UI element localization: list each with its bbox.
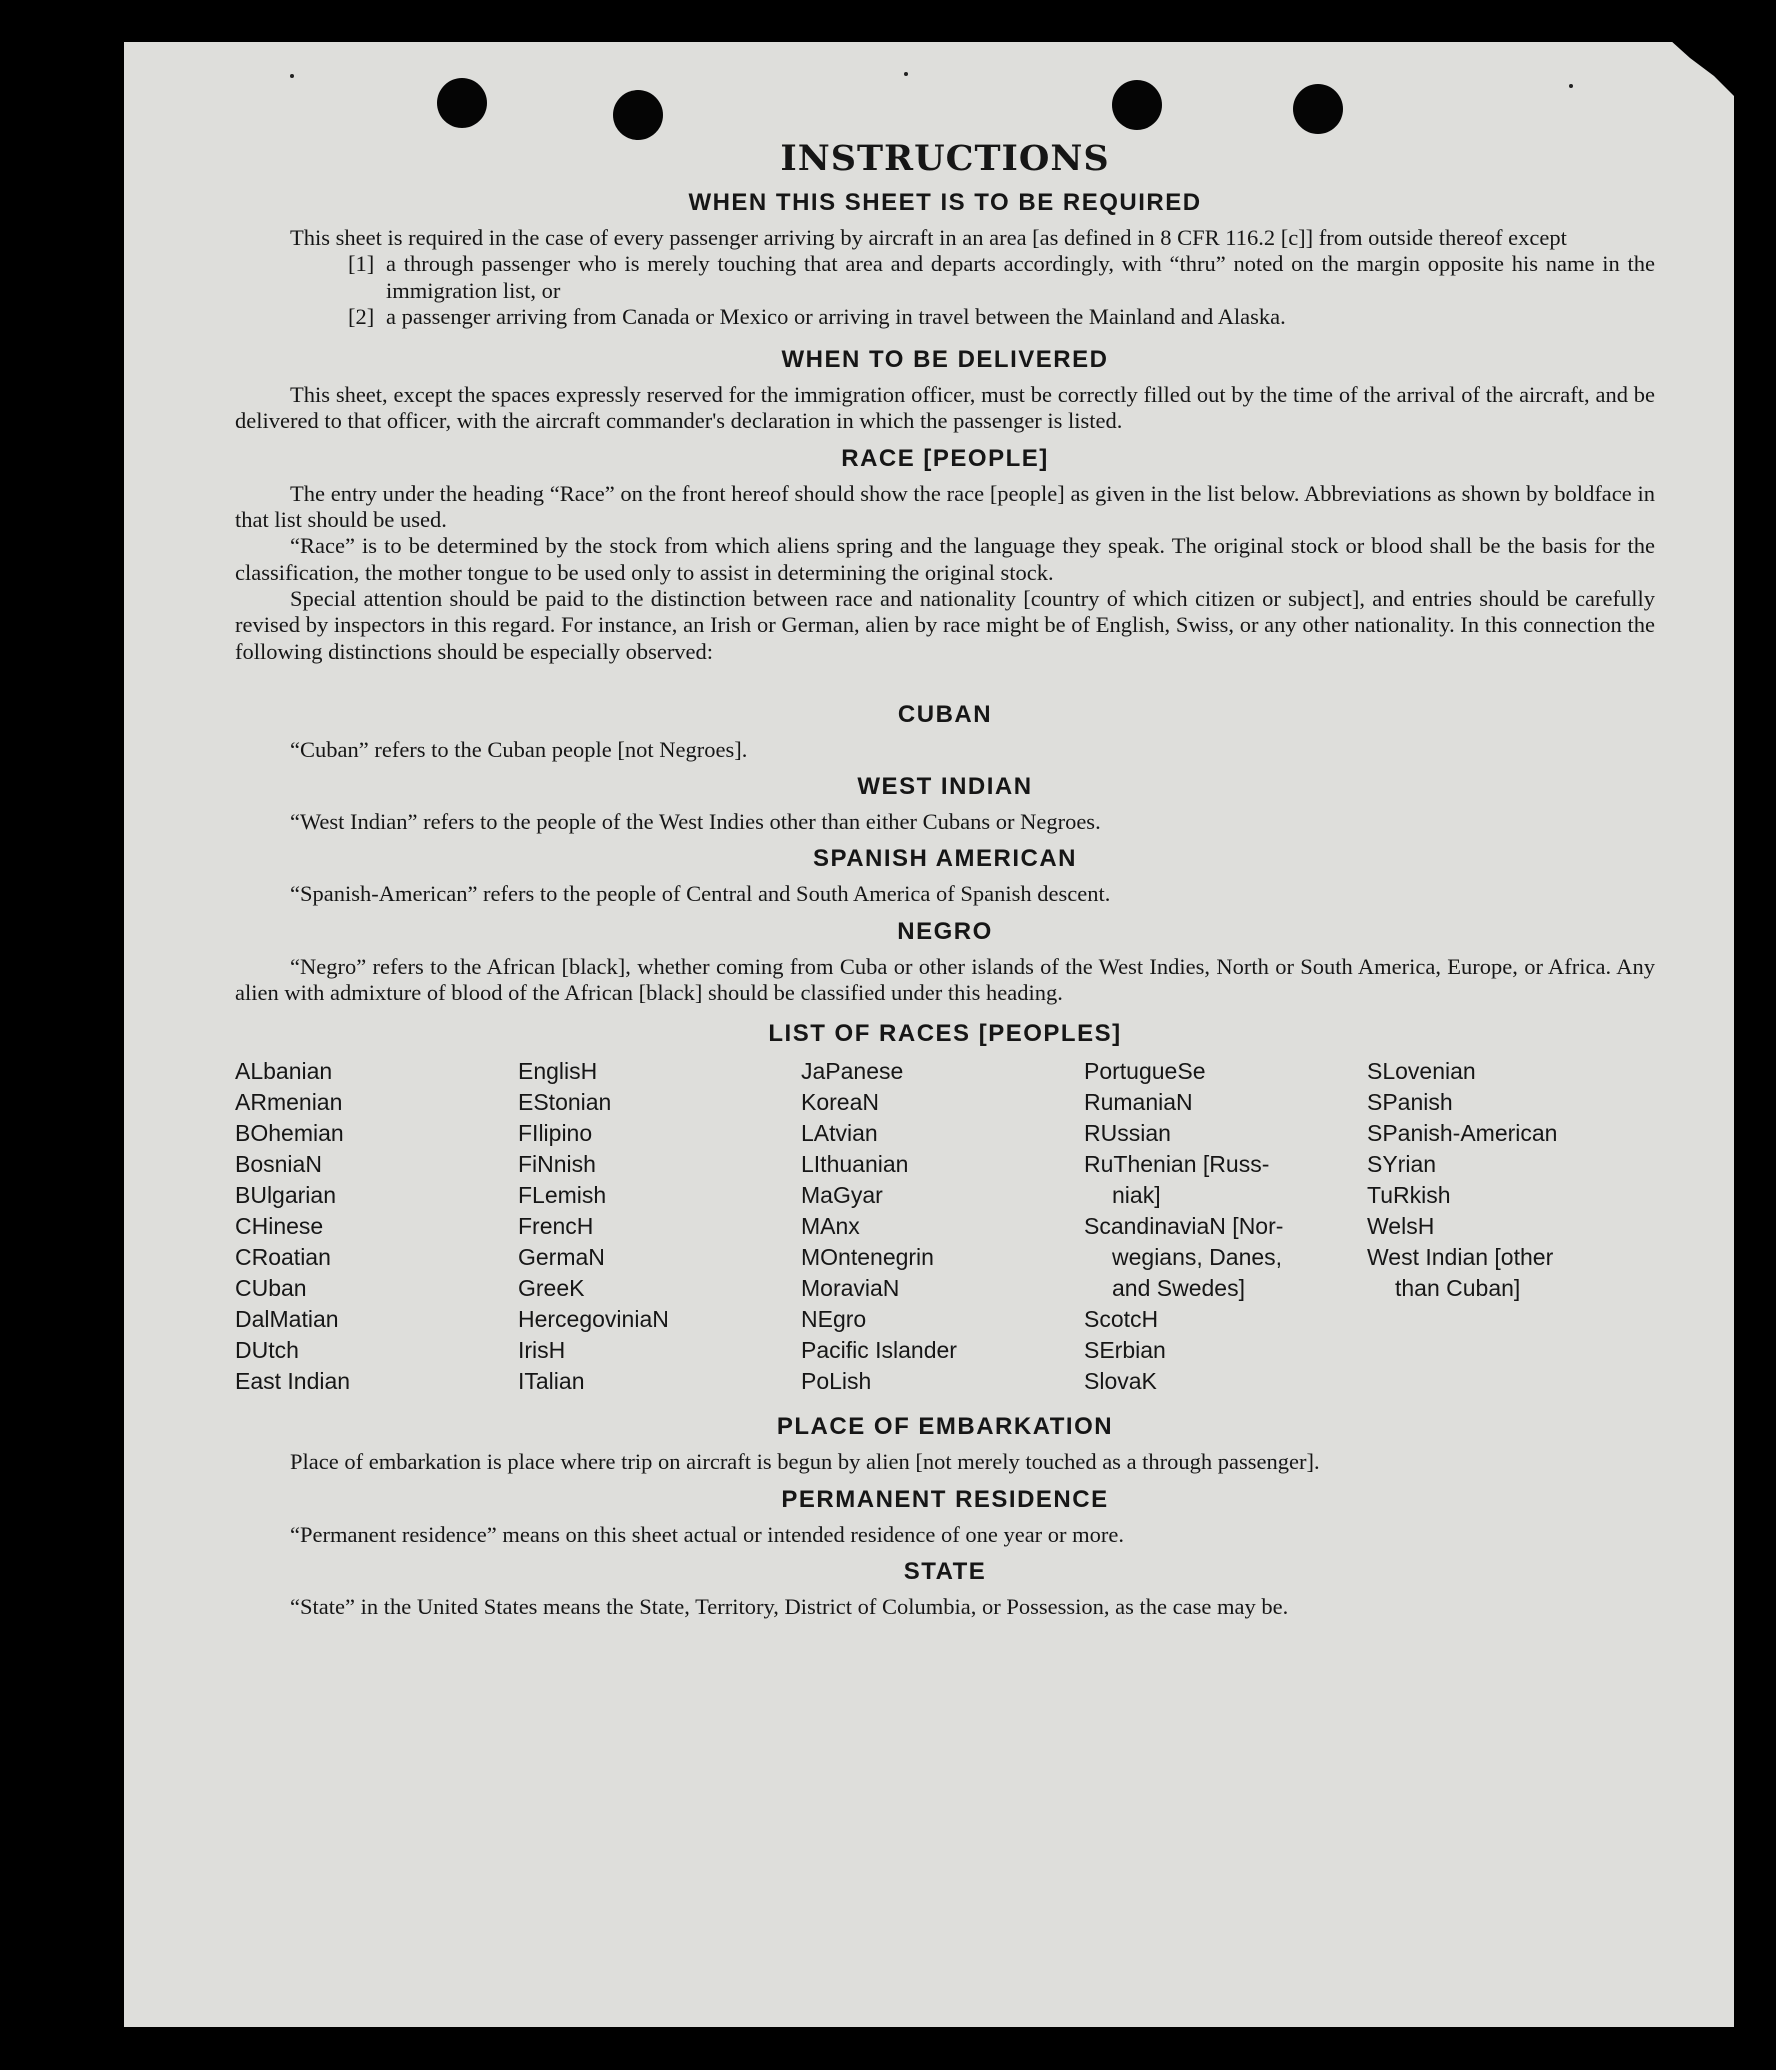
heading-negro: NEGRO: [897, 917, 993, 945]
races-column: [1084, 1056, 1367, 1397]
punch-hole: [613, 90, 663, 140]
races-column: [235, 1056, 518, 1397]
heading-delivered: WHEN TO BE DELIVERED: [781, 346, 1109, 374]
race-entry: LAtvian: [801, 1120, 878, 1147]
race-entry: Pacific Islander: [801, 1337, 957, 1364]
race-entry: MaGyar: [801, 1182, 883, 1209]
race-entry: FrencH: [518, 1213, 594, 1240]
race-entry: ALbanian: [235, 1058, 333, 1085]
race-entry: WelsH: [1367, 1213, 1435, 1240]
race-entry: SErbian: [1084, 1337, 1166, 1364]
embarkation-text: Place of embarkation is place where trip on aircraft is begun by alien [not merely touched as a through passenger].: [290, 1449, 1320, 1475]
race-entry: GreeK: [518, 1275, 585, 1302]
race-entry: ScotcH: [1084, 1306, 1159, 1333]
required-intro: This sheet is required in the case of every passenger arriving by aircraft in an area [as defined in 8 CFR 116.2 [c]] from outside thereof except: [290, 225, 1567, 250]
race-entry: RuThenian [Russ-: [1084, 1151, 1270, 1178]
race-entry: PoLish: [801, 1368, 872, 1395]
race-entry: than Cuban]: [1395, 1275, 1521, 1302]
item-number: [2]: [348, 303, 375, 329]
races-list: [235, 1056, 1655, 1397]
heading-embarkation: PLACE OF EMBARKATION: [776, 1413, 1114, 1441]
race-entry: West Indian [other: [1367, 1244, 1554, 1271]
race-entry: LIthuanian: [801, 1151, 909, 1178]
race-paragraph-1: The entry under the heading “Race” on the front hereof should show the race [people] as given in the list below. Abbreviations as shown by boldface in that list should be used.: [235, 480, 1655, 533]
exception-item: [235, 304, 1655, 330]
state-text: “State” in the United States means the State, Territory, District of Columbia, or Possession, as the case may be.: [290, 1593, 1289, 1619]
race-entry: DUtch: [235, 1337, 299, 1364]
race-entry: PortugueSe: [1084, 1058, 1206, 1085]
race-entry: FIlipino: [518, 1120, 593, 1147]
race-entry: RUssian: [1084, 1120, 1171, 1147]
race-entry: NEgro: [801, 1306, 867, 1333]
residence-text: “Permanent residence” means on this sheet actual or intended residence of one year or more.: [290, 1521, 1125, 1547]
race-entry: FLemish: [518, 1182, 607, 1209]
west-indian-text: “West Indian” refers to the people of the West Indies other than either Cubans or Negroes.: [290, 809, 1101, 835]
races-column: [518, 1056, 801, 1397]
race-entry: SYrian: [1367, 1151, 1437, 1178]
exception-item: [235, 251, 1655, 304]
heading-residence: PERMANENT RESIDENCE: [781, 1485, 1109, 1513]
race-entry: MAnx: [801, 1213, 860, 1240]
race-entry: CRoatian: [235, 1244, 331, 1271]
race-entry: ITalian: [518, 1368, 585, 1395]
race-entry: BosniaN: [235, 1151, 322, 1178]
race-entry: MOntenegrin: [801, 1244, 934, 1271]
race-entry: FiNnish: [518, 1151, 596, 1178]
heading-races-list: LIST OF RACES [PEOPLES]: [768, 1020, 1122, 1048]
delivered-text: This sheet, except the spaces expressly reserved for the immigration officer, must be correctly filled out by the time of the arrival of the aircraft, and be delivered to that officer, with the aircraft commander's declaration in which the passenger is listed.: [235, 382, 1655, 434]
race-entry: JaPanese: [801, 1058, 904, 1085]
race-entry: HercegoviniaN: [518, 1306, 669, 1333]
race-entry: BOhemian: [235, 1120, 344, 1147]
punch-hole: [1293, 84, 1343, 134]
race-entry: SPanish-American: [1367, 1120, 1558, 1147]
race-entry: BUlgarian: [235, 1182, 336, 1209]
race-entry: IrisH: [518, 1337, 566, 1364]
speck: [1569, 84, 1573, 88]
heading-race: RACE [PEOPLE]: [841, 444, 1049, 472]
negro-text: “Negro” refers to the African [black], whether coming from Cuba or other islands of the West Indies, North or South America, Europe, or Africa. Any alien with admixture of blood of the African [black] should be classified under this heading.: [235, 953, 1655, 1006]
races-column: [1367, 1056, 1650, 1397]
spanish-american-text: “Spanish-American” refers to the people of Central and South America of Spanish descent.: [290, 881, 1111, 907]
item-text: a through passenger who is merely touching that area and departs accordingly, with “thru” noted on the margin opposite his name in the immigration list, or: [386, 251, 1655, 303]
race-entry: GermaN: [518, 1244, 605, 1271]
speck: [904, 72, 908, 76]
race-entry: ARmenian: [235, 1089, 343, 1116]
race-entry: KoreaN: [801, 1089, 879, 1116]
race-entry: and Swedes]: [1112, 1275, 1245, 1302]
heading-state: STATE: [903, 1557, 987, 1585]
page-title: INSTRUCTIONS: [780, 138, 1110, 179]
punch-hole: [437, 78, 487, 128]
race-entry: ScandinaviaN [Nor-: [1084, 1213, 1284, 1240]
race-entry: EStonian: [518, 1089, 612, 1116]
race-paragraph-3: Special attention should be paid to the distinction between race and nationality [country of which citizen or subject], and entries should be carefully revised by inspectors in this regard. For instance, an Irish or German, alien by race might be of English, Swiss, or any other nationality. In this connection the following distinctions should be especially observed:: [235, 585, 1655, 664]
race-entry: SLovenian: [1367, 1058, 1476, 1085]
heading-west-indian: WEST INDIAN: [857, 773, 1033, 801]
speck: [290, 74, 294, 78]
race-entry: CUban: [235, 1275, 307, 1302]
race-entry: SlovaK: [1084, 1368, 1157, 1395]
heading-cuban: CUBAN: [897, 700, 993, 728]
race-entry: wegians, Danes,: [1112, 1244, 1283, 1271]
race-paragraph-2: “Race” is to be determined by the stock from which aliens spring and the language they speak. The original stock or blood shall be the basis for the classification, the mother tongue to be used only to assist in determining the original stock.: [235, 533, 1655, 585]
race-entry: MoraviaN: [801, 1275, 900, 1302]
race-entry: niak]: [1112, 1182, 1161, 1209]
instructions-content: [235, 138, 1655, 1620]
race-entry: East Indian: [235, 1368, 351, 1395]
item-text: a passenger arriving from Canada or Mexico or arriving in travel between the Mainland and Alaska.: [386, 303, 1286, 329]
races-column: [801, 1056, 1084, 1397]
punch-hole: [1112, 80, 1162, 130]
race-entry: CHinese: [235, 1213, 324, 1240]
cuban-text: “Cuban” refers to the Cuban people [not Negroes].: [290, 736, 748, 762]
race-entry: SPanish: [1367, 1089, 1453, 1116]
race-entry: EnglisH: [518, 1058, 598, 1085]
item-number: [1]: [348, 251, 375, 277]
heading-spanish-american: SPANISH AMERICAN: [812, 845, 1077, 873]
heading-required: WHEN THIS SHEET IS TO BE REQUIRED: [688, 189, 1202, 216]
race-entry: DalMatian: [235, 1306, 339, 1333]
race-entry: RumaniaN: [1084, 1089, 1193, 1116]
race-entry: TuRkish: [1367, 1182, 1451, 1209]
